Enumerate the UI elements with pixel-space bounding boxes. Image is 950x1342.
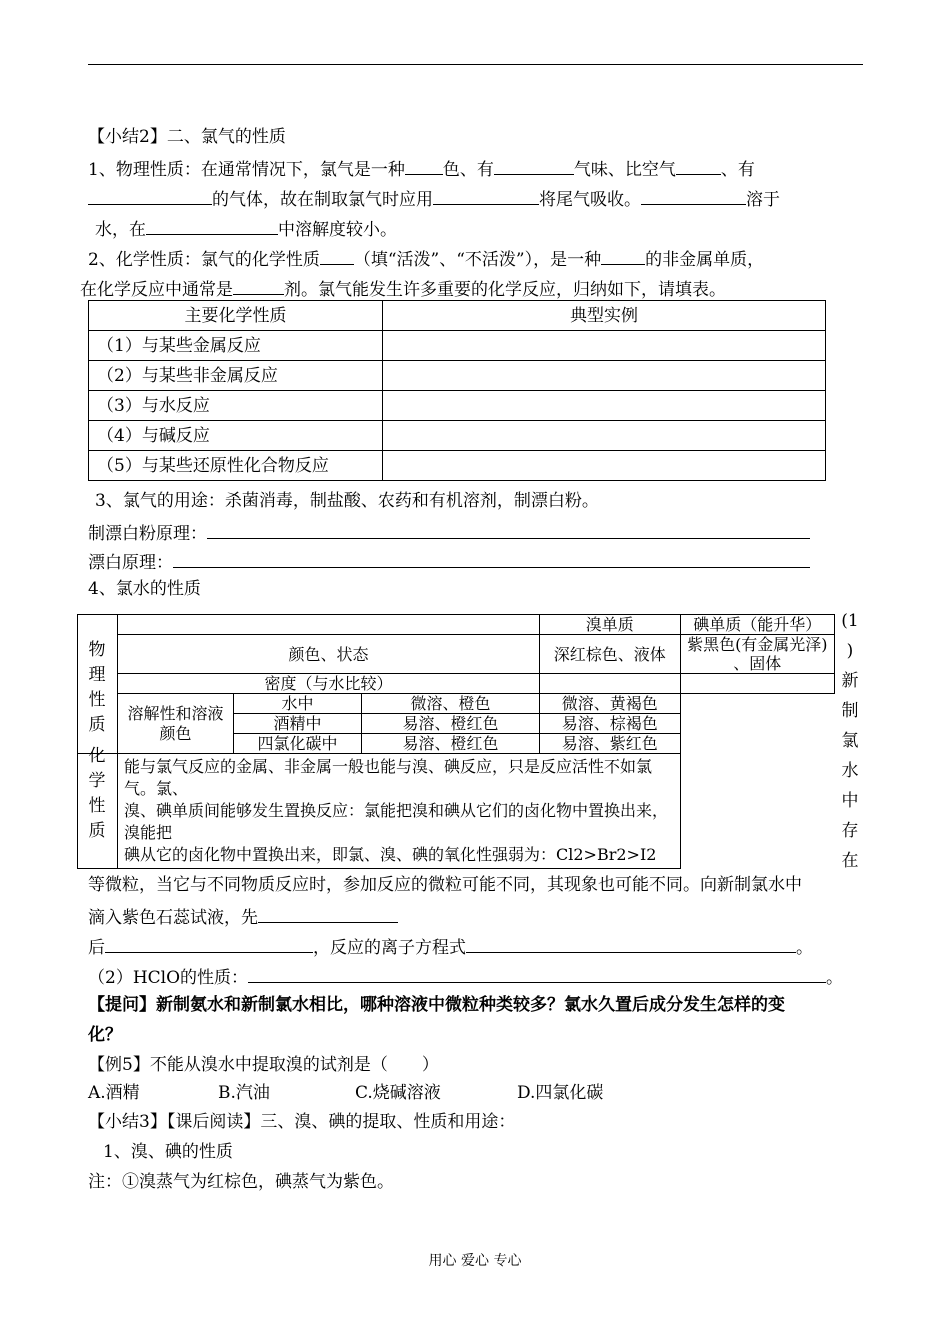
hclo-properties: （2）HClO的性质： 。: [88, 964, 843, 989]
blank-toxicity[interactable]: [88, 186, 212, 205]
blank-reactivity[interactable]: [601, 246, 645, 265]
chemical-label-vertical: 化 学 性 质: [88, 746, 106, 841]
example-cell[interactable]: [383, 331, 826, 361]
density-bromine-cell[interactable]: [540, 674, 681, 694]
summary3-heading: 【小结3】【课后阅读】三、溴、碘的提取、性质和用途：: [88, 1112, 516, 1132]
table-header: 典型实例: [383, 301, 826, 331]
top-rule: [88, 64, 863, 65]
after-line2: 滴入紫色石蕊试液，先: [88, 904, 398, 929]
physical-label-vertical: 物 理 性 质: [88, 640, 106, 735]
blank-first-phenomenon[interactable]: [258, 904, 398, 923]
blank-ionic-equation[interactable]: [466, 934, 796, 953]
after-line3: 后 ，反应的离子方程式 。: [88, 934, 813, 959]
chemical-props-line1: 2、化学性质：氯气的化学性质 （填“活泼”、“不活泼”），是一种 的非金属单质，: [88, 246, 764, 271]
blank-hclo[interactable]: [248, 964, 826, 983]
side-vertical-text: (1 ) 新 制 氯 水 中 存 在: [841, 611, 859, 871]
physical-props-line3: 水，在 中溶解度较小。: [95, 216, 397, 241]
blank-solubility[interactable]: [641, 186, 746, 205]
table-header: 主要化学性质: [89, 301, 383, 331]
blank-absorbent[interactable]: [433, 186, 539, 205]
blank-odor[interactable]: [494, 156, 574, 175]
bromine-iodine-table: 溴单质 碘单质（能升华） 颜色、状态 深红棕色、液体 紫黑色(有金属光泽) 、固体 密度（与水比较） 溶解性和溶液颜色 水中 微溶、橙色 微溶、黄褐色 酒精中 易溶、橙红色 易溶、棕褐色 四氯化碳中 易溶、橙红色 易溶、紫红色 能与氯气反应的金属、非金属一般也能与溴、碘反应，只是反应活性不如氯气。氯、 溴、碘单质间能够发生置换反应：氯能把溴和碘从它们的卤化物中置换出来，溴能把 碘从它的卤化物中置换出来，即氯、溴、碘的氧化性强弱为：Cl2>Br2>I2: [77, 614, 835, 869]
blank-activity[interactable]: [320, 246, 354, 265]
blank-bleach-powder[interactable]: [207, 520, 810, 539]
example-cell[interactable]: [383, 361, 826, 391]
option-b[interactable]: B.汽油: [218, 1083, 270, 1103]
table-row-label: （1）与某些金属反应: [89, 331, 383, 361]
example-cell[interactable]: [383, 391, 826, 421]
header-bromine: 溴单质: [540, 615, 681, 635]
chemical-properties-text: 能与氯气反应的金属、非金属一般也能与溴、碘反应，只是反应活性不如氯气。氯、 溴、碘单质间能够发生置换反应：氯能把溴和碘从它们的卤化物中置换出来，溴能把 碘从它的卤化物中置换出来，即氯、溴、碘的氧化性强弱为：Cl2>Br2>I2: [118, 754, 681, 869]
example5: 【例5】不能从溴水中提取溴的试剂是（ ）: [88, 1055, 439, 1075]
option-a[interactable]: A.酒精: [88, 1083, 140, 1103]
question-line2: 化？: [88, 1025, 122, 1045]
option-c[interactable]: C.烧碱溶液: [355, 1083, 441, 1103]
row-density: 密度（与水比较）: [118, 674, 540, 694]
note: 注：①溴蒸气为红棕色，碘蒸气为紫色。: [88, 1172, 394, 1192]
blank-bleach-principle[interactable]: [173, 549, 810, 568]
example-cell[interactable]: [383, 451, 826, 481]
chemical-properties-table: [88, 300, 826, 481]
table-row-label: （4）与碱反应: [89, 421, 383, 451]
chlorine-uses: 3、氯气的用途：杀菌消毒，制盐酸、农药和有机溶剂，制漂白粉。: [95, 491, 599, 511]
density-iodine-cell[interactable]: [680, 674, 834, 694]
row-solubility: 溶解性和溶液颜色: [118, 694, 234, 754]
summary2-heading: 【小结2】二、氯气的性质: [88, 127, 286, 147]
question-line1: 【提问】新制氨水和新制氯水相比，哪种溶液中微粒种类较多？氯水久置后成分发生怎样的变: [88, 995, 785, 1015]
table-row-label: （3）与水反应: [89, 391, 383, 421]
bleach-powder-principle: 制漂白粉原理：: [88, 520, 810, 545]
blank-then-phenomenon[interactable]: [105, 934, 313, 953]
table-row-label: （2）与某些非金属反应: [89, 361, 383, 391]
example-cell[interactable]: [383, 421, 826, 451]
physical-props-line2: 的气体，故在制取氯气时应用 将尾气吸收。 溶于: [88, 186, 780, 211]
chemical-props-line2: 在化学反应中通常是 剂。氯气能发生许多重要的化学反应，归纳如下，请填表。: [80, 276, 726, 301]
blank-solvent[interactable]: [146, 216, 278, 235]
blank-agent[interactable]: [233, 276, 284, 295]
option-d[interactable]: D.四氯化碳: [517, 1083, 604, 1103]
blank-density[interactable]: [676, 156, 721, 175]
physical-props-line1: 1、物理性质：在通常情况下，氯气是一种 色、有 气味、比空气 、有: [88, 156, 755, 181]
after-line1: 等微粒，当它与不同物质反应时，参加反应的微粒可能不同，其现象也可能不同。向新制氯水中: [88, 875, 802, 895]
footer: 用心 爱心 专心: [428, 1253, 522, 1269]
chlorine-water-heading: 4、氯水的性质: [88, 579, 201, 599]
header-iodine: 碘单质（能升华）: [680, 615, 834, 635]
blank-color[interactable]: [405, 156, 443, 175]
row-color-state: 颜色、状态: [118, 635, 540, 674]
bleach-principle: 漂白原理：: [88, 549, 810, 574]
table-row-label: （5）与某些还原性化合物反应: [89, 451, 383, 481]
bromine-iodine-props: 1、溴、碘的性质: [103, 1142, 233, 1162]
